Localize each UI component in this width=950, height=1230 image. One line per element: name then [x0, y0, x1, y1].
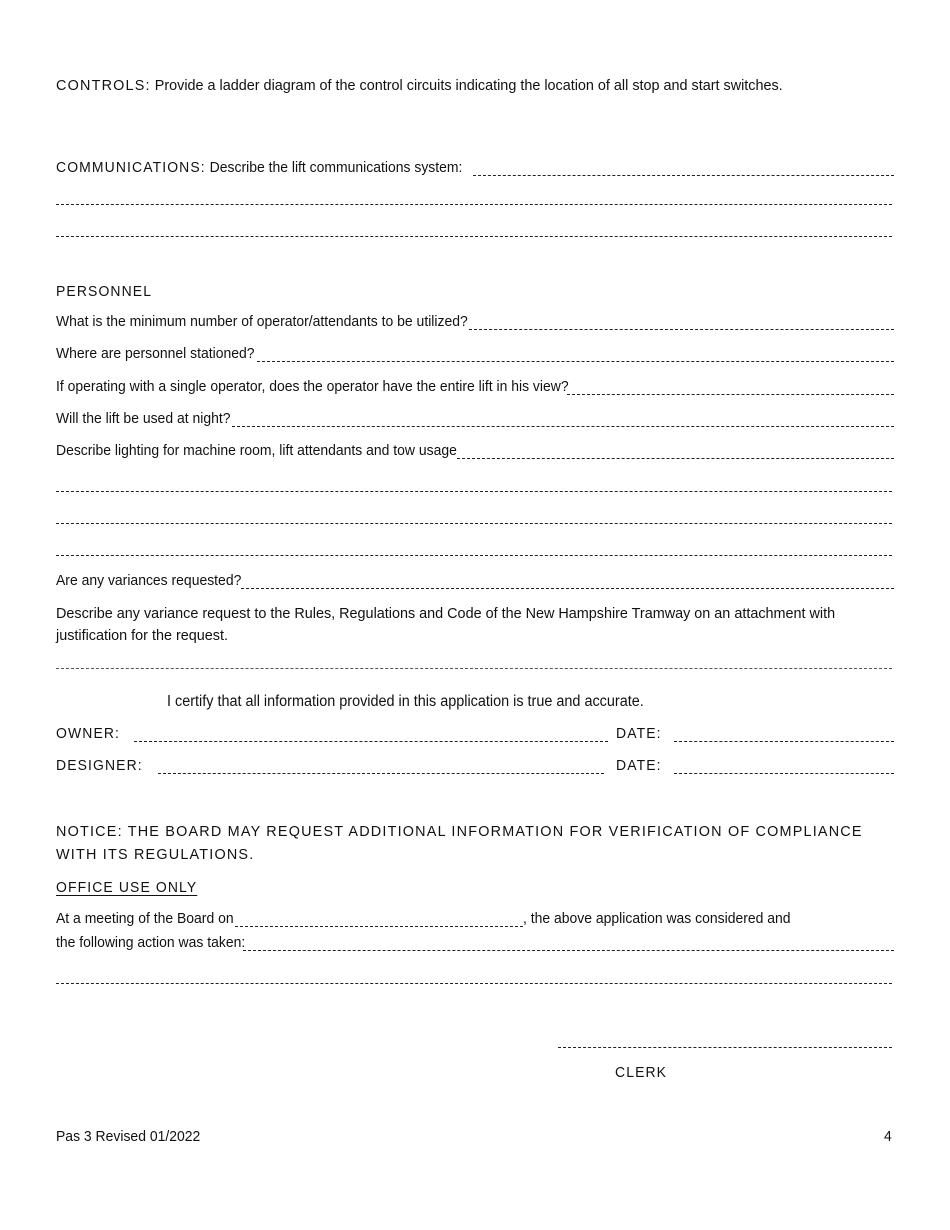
designer-date-field[interactable]: [674, 757, 894, 774]
communications-line-2[interactable]: [56, 204, 892, 205]
section-divider: [56, 668, 892, 669]
personnel-q5-label: Describe lighting for machine room, lift attendants and tow usage: [56, 442, 457, 459]
personnel-q3-label: If operating with a single operator, does the operator have the entire lift in his view?: [56, 378, 569, 395]
personnel-q1-field[interactable]: [469, 313, 894, 330]
designer-field[interactable]: [158, 757, 604, 774]
page-number: 4: [884, 1128, 892, 1145]
designer-row: [56, 755, 894, 777]
notice-text: NOTICE: THE BOARD MAY REQUEST ADDITIONAL INFORMATION FOR VERIFICATION OF COMPLIANCE WITH ITS REGULATIONS.: [56, 824, 863, 863]
owner-label: OWNER:: [56, 725, 121, 742]
meeting-row: [56, 908, 894, 930]
personnel-q6-label: Are any variances requested?: [56, 572, 242, 589]
communications-line-3[interactable]: [56, 236, 892, 237]
personnel-q2-row: [56, 343, 894, 365]
owner-field[interactable]: [134, 725, 608, 742]
action-prefix: the following action was taken:: [56, 934, 246, 951]
lighting-line-3[interactable]: [56, 523, 892, 524]
personnel-q1-row: [56, 311, 894, 333]
owner-date-field[interactable]: [674, 725, 894, 742]
controls-text: Provide a ladder diagram of the control circuits indicating the location of all stop and start switches.: [154, 78, 783, 94]
personnel-q3-field[interactable]: [567, 378, 894, 395]
personnel-q2-field[interactable]: [257, 345, 894, 362]
meeting-suffix: , the above application was considered and: [522, 910, 791, 927]
office-use-heading: OFFICE USE ONLY: [56, 879, 198, 896]
designer-label: DESIGNER:: [56, 757, 143, 774]
clerk-label: CLERK: [615, 1064, 668, 1081]
communications-prompt-group: [56, 157, 462, 179]
controls-section: [56, 75, 894, 97]
footer-revision: Pas 3 Revised 01/2022: [56, 1128, 201, 1145]
owner-row: [56, 723, 894, 745]
communications-prompt: Describe the lift communications system:: [209, 159, 463, 176]
certification-statement: I certify that all information provided in this application is true and accurate.: [167, 693, 644, 710]
meeting-prefix: At a meeting of the Board on: [56, 910, 234, 927]
lighting-line-4[interactable]: [56, 555, 892, 556]
meeting-date-field[interactable]: [235, 910, 523, 927]
communications-row: [56, 157, 894, 179]
personnel-q4-label: Will the lift be used at night?: [56, 410, 231, 427]
personnel-q6-field[interactable]: [241, 572, 894, 589]
personnel-q5-row: [56, 440, 894, 462]
personnel-q3-row: [56, 376, 894, 398]
personnel-q1-label: What is the minimum number of operator/attendants to be utilized?: [56, 313, 468, 330]
personnel-q5-field[interactable]: [457, 442, 894, 459]
action-row: [56, 932, 894, 954]
action-line-2[interactable]: [56, 983, 892, 984]
controls-heading: CONTROLS:: [56, 78, 151, 94]
personnel-q4-field[interactable]: [232, 410, 894, 427]
personnel-heading: PERSONNEL: [56, 283, 153, 300]
lighting-line-2[interactable]: [56, 491, 892, 492]
personnel-q6-row: [56, 570, 894, 592]
clerk-signature-line[interactable]: [558, 1047, 892, 1048]
designer-date-label: DATE:: [616, 757, 662, 774]
personnel-q2-label: Where are personnel stationed?: [56, 345, 255, 362]
communications-heading: COMMUNICATIONS:: [56, 159, 206, 176]
variance-note: Describe any variance request to the Rules, Regulations and Code of the New Hampshire Tramway on an attachment with justification for the request.: [56, 606, 836, 644]
owner-date-label: DATE:: [616, 725, 662, 742]
communications-field[interactable]: [473, 159, 894, 176]
personnel-q4-row: [56, 408, 894, 430]
action-field[interactable]: [243, 934, 894, 951]
